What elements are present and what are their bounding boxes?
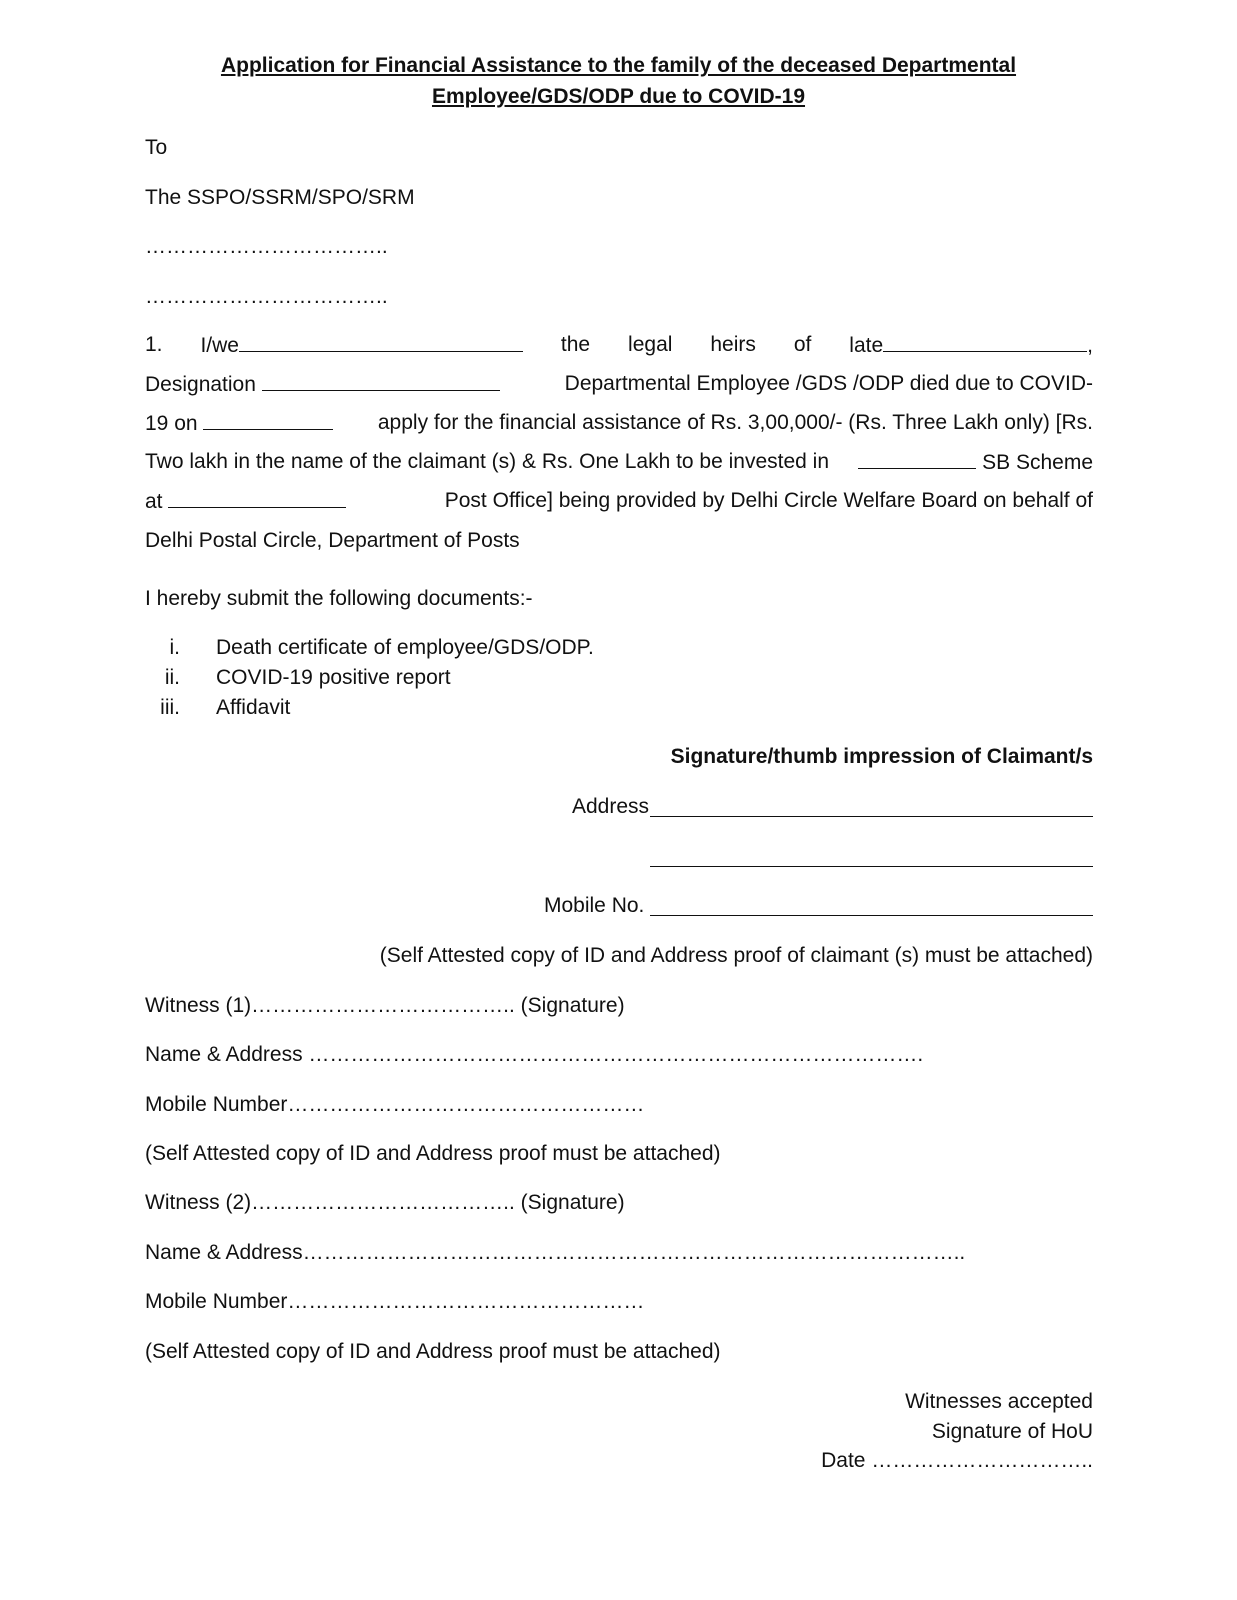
- claimant-mobile-line[interactable]: [650, 915, 1093, 916]
- paragraph-line-4: [145, 450, 1093, 475]
- witnesses-accepted-label: Witnesses accepted: [905, 1390, 1093, 1413]
- address-dots-2: ……………………………..: [145, 285, 388, 308]
- witness-1-mobile: Mobile Number……………………………………………: [145, 1093, 645, 1116]
- designation-field: [145, 372, 500, 397]
- word-the: the: [560, 333, 591, 356]
- line3-rest: apply for the financial assistance of Rs. 3,00,000/- (Rs. Three Lakh only) [Rs.: [377, 411, 1093, 434]
- claimant-signature-label: Signature/thumb impression of Claimant/s: [670, 745, 1093, 768]
- claimant-attestation-note: (Self Attested copy of ID and Address proof of claimant (s) must be attached): [379, 944, 1093, 967]
- iwe-label: I/we: [200, 334, 239, 357]
- doc-item-number: ii.: [164, 666, 180, 689]
- doc-item-text: Death certificate of employee/GDS/ODP.: [216, 636, 594, 659]
- witness-2-name-address: Name & Address…………………………………………………………………………………..: [145, 1241, 966, 1264]
- line2-rest: Departmental Employee /GDS /ODP died due to COVID-: [564, 372, 1093, 395]
- paragraph-line-3: [145, 411, 1093, 436]
- paragraph-line-2: [145, 372, 1093, 397]
- word-of: of: [793, 333, 812, 356]
- claimant-mobile-label: Mobile No.: [544, 894, 645, 917]
- doc-item-text: COVID-19 positive report: [216, 666, 451, 689]
- witness-1-signature-line: Witness (1)……………………………….. (Signature): [145, 994, 625, 1017]
- scheme-field: [858, 450, 1093, 475]
- death-date-blank[interactable]: [203, 411, 333, 430]
- designation-label: Designation: [145, 373, 256, 396]
- claimant-address-line-2[interactable]: [650, 866, 1093, 867]
- date-label: Date …………………………..: [821, 1449, 1093, 1472]
- heir-name-blank[interactable]: [239, 333, 523, 352]
- doc-item-number: iii.: [160, 696, 180, 719]
- paragraph-line-6: Delhi Postal Circle, Department of Posts: [145, 529, 520, 552]
- on-label: 19 on: [145, 412, 198, 435]
- address-dots-1: ……………………………..: [145, 235, 388, 258]
- date-field: [145, 411, 333, 436]
- doc-item-number: i.: [169, 636, 180, 659]
- doc-item-text: Affidavit: [216, 696, 291, 719]
- to-label: To: [145, 136, 168, 159]
- form-title-line1: Application for Financial Assistance to the family of the deceased Departmental: [220, 54, 1017, 77]
- line4-start: Two lakh in the name of the claimant (s) & Rs. One Lakh to be invested in: [145, 450, 830, 473]
- line5-rest: Post Office] being provided by Delhi Circle Welfare Board on behalf of: [444, 489, 1093, 512]
- at-label: at: [145, 490, 163, 513]
- late-label: late: [849, 334, 884, 357]
- word-legal: legal: [628, 333, 673, 356]
- designation-blank[interactable]: [262, 372, 500, 391]
- sb-scheme-label: SB Scheme: [982, 451, 1093, 474]
- scheme-blank[interactable]: [858, 450, 976, 469]
- witness-1-attestation-note: (Self Attested copy of ID and Address proof must be attached): [145, 1142, 721, 1165]
- hou-signature-label: Signature of HoU: [931, 1420, 1093, 1443]
- claimant-address-line-1[interactable]: [650, 816, 1093, 817]
- paragraph-line-1: [145, 333, 1093, 358]
- witness-2-attestation-note: (Self Attested copy of ID and Address proof must be attached): [145, 1340, 721, 1363]
- form-title-line2: Employee/GDS/ODP due to COVID-19: [431, 85, 806, 108]
- word-heirs: heirs: [710, 333, 756, 356]
- post-office-blank[interactable]: [168, 489, 346, 508]
- post-office-field: [145, 489, 346, 514]
- witness-2-mobile: Mobile Number……………………………………………: [145, 1290, 645, 1313]
- iwe-field: [200, 333, 523, 358]
- claimant-address-label: Address: [572, 795, 650, 818]
- witness-1-name-address: Name & Address …………………………………………………………………………….: [145, 1043, 924, 1066]
- late-field: [849, 333, 1093, 358]
- documents-intro: I hereby submit the following documents:-: [145, 587, 533, 610]
- office-label: The SSPO/SSRM/SPO/SRM: [145, 186, 415, 209]
- paragraph-line-5: [145, 489, 1093, 514]
- witness-2-signature-line: Witness (2)……………………………….. (Signature): [145, 1191, 625, 1214]
- para-number: 1.: [145, 333, 163, 356]
- comma: ,: [1087, 334, 1093, 357]
- deceased-name-blank[interactable]: [883, 333, 1087, 352]
